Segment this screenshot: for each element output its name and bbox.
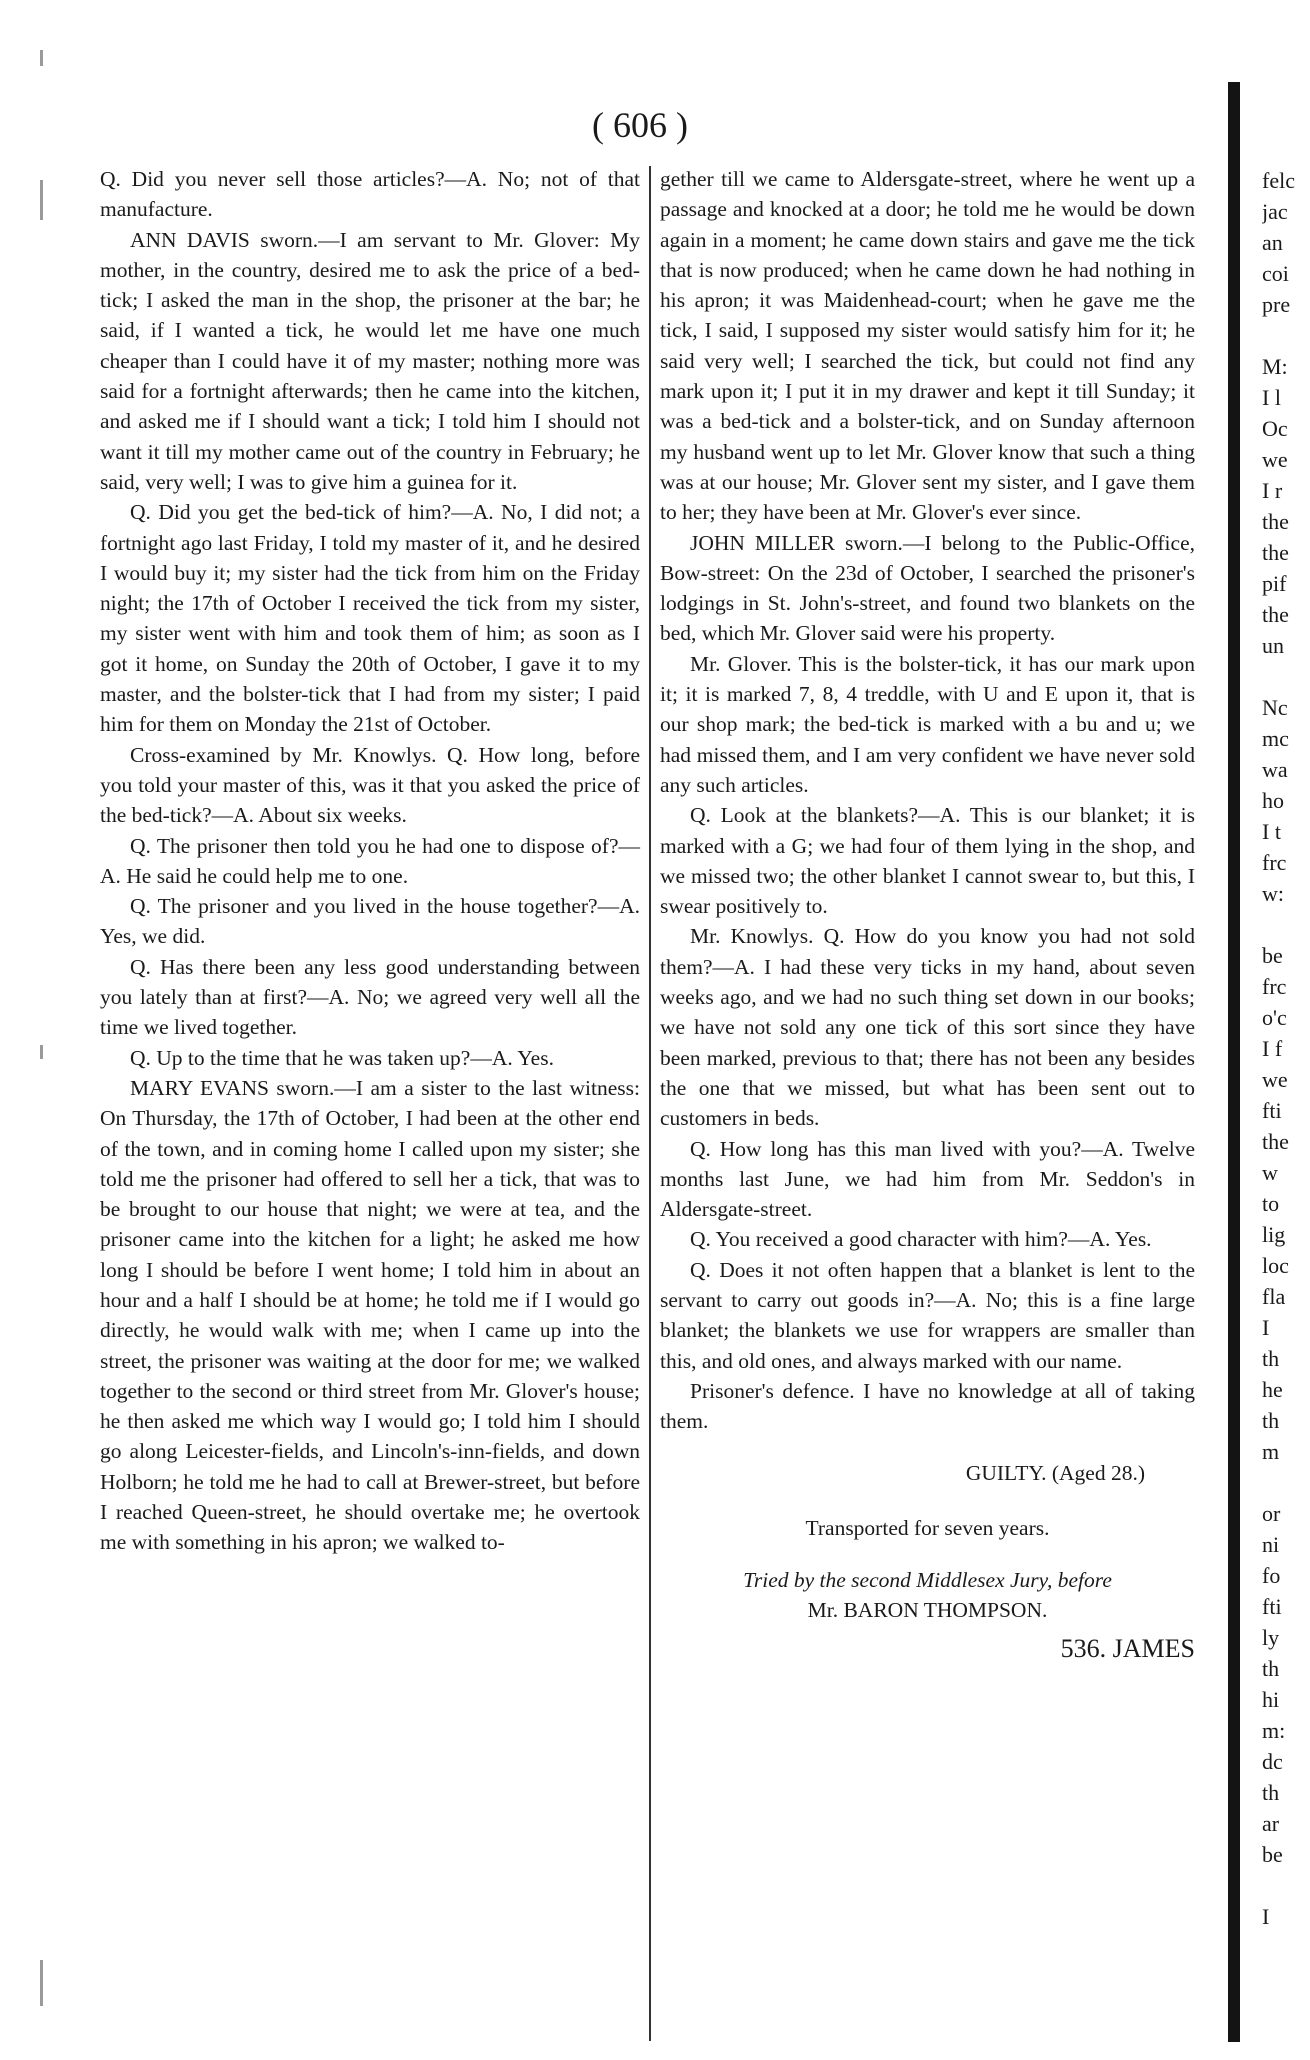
tried-by: Tried by the second Middlesex Jury, before — [743, 1568, 1112, 1593]
binding-shadow — [1228, 82, 1240, 2042]
paragraph: Q. The prisoner and you lived in the house together?—A. Yes, we did. — [100, 894, 640, 949]
verdict: GUILTY. (Aged 28.) — [965, 1461, 1145, 1486]
edge-mark — [40, 180, 43, 220]
catchword: 536. JAMES — [1060, 1633, 1195, 1663]
facing-page-fragment: felc jac an coi pre M: I l Oc we I r the the pif the un Nc mc wa ho I t frc w: be frc o'c I f we fti the w to lig loc fla I th he th m or ni fo fti ly th hi m: dc th ar be I — [1262, 168, 1295, 1929]
edge-mark — [40, 1960, 43, 2006]
paragraph: Cross-examined by Mr. Knowlys. Q. How long, before you told your master of this, was it that you asked the price of the bed-tick?—A. About six weeks. — [100, 742, 640, 828]
edge-mark — [40, 1045, 43, 1059]
paragraph: ANN DAVIS sworn.—I am servant to Mr. Glover: My mother, in the country, desired me to ask the price of a bed-tick; I asked the man in the shop, the prisoner at the bar; he said, if I wanted a tick, he would let me have one much cheaper than I could have it of my master; nothing more was said for a fortnight afterwards; then he came into the kitchen, and asked me if I should want a tick; I told him I should not want it till my mother came out of the country in February; he said, very well; I was to give him a guinea for it. — [100, 227, 640, 494]
paragraph: Q. You received a good character with him?—A. Yes. — [690, 1227, 1152, 1252]
right-column — [660, 164, 1195, 1664]
paragraph: Q. How long has this man lived with you?—A. Twelve months last June, we had him from Mr. Seddon's in Aldersgate-street. — [660, 1136, 1195, 1222]
edge-mark — [40, 50, 43, 66]
left-column — [100, 164, 640, 1558]
paragraph: Q. Did you get the bed-tick of him?—A. No, I did not; a fortnight ago last Friday, I told my master of it, and he desired I would buy it; my sister had the tick from him on the Friday night; the 17th of October I received the tick from my sister, my sister went with him and took them of him; as soon as I got it home, on Sunday the 20th of October, I gave it to my master, and the bolster-tick that I had from my sister; I paid him for them on Monday the 21st of October. — [100, 500, 640, 737]
paragraph: Q. Did you never sell those articles?—A. No; not of that manufacture. — [100, 167, 640, 222]
paragraph: Q. Has there been any less good understanding between you lately than at first?—A. No; we agreed very well all the time we lived together. — [100, 954, 640, 1040]
paragraph: Prisoner's defence. I have no knowledge at all of taking them. — [660, 1378, 1195, 1434]
page-number: ( 606 ) — [592, 105, 688, 145]
paragraph: Q. Does it not often happen that a blanket is lent to the servant to carry out goods in?—A. No; this is a fine large blanket; the blankets we use for wrappers are smaller than this, and old ones, and always marked with our name. — [660, 1257, 1195, 1373]
paragraph: Q. Up to the time that he was taken up?—A. Yes. — [130, 1045, 554, 1070]
paragraph: Mr. Knowlys. Q. How do you know you had not sold them?—A. I had these very ticks in my hand, about seven weeks ago, and we had no such thing set down in our books; we have not sold any one tick of this sort since they have been marked, previous to that; there has not been any besides the one that we missed, but what has been sent out to customers in beds. — [660, 924, 1195, 1131]
judge: Mr. BARON THOMPSON. — [807, 1598, 1048, 1623]
paragraph: gether till we came to Aldersgate-street, where he went up a passage and knocked at a door; he told me he would be down again in a moment; he came down stairs and gave me the tick that is now produced; when he came down he had nothing in his apron; it was Maidenhead-court; when he gave me the tick, I said, I supposed my sister would satisfy him for it; he said very well; I searched the tick, but could not find any mark upon it; I put it in my drawer and kept it till Sunday; it was a bed-tick and a bolster-tick, and on Sunday afternoon my husband went up to let Mr. Glover know that such a thing was at our house; Mr. Glover sent my sister, and I gave them to her; they have been at Mr. Glover's ever since. — [660, 167, 1195, 525]
paragraph: JOHN MILLER sworn.—I belong to the Public-Office, Bow-street: On the 23d of October, I searched the prisoner's lodgings in St. John's-street, and found two blankets on the bed, which Mr. Glover said were his property. — [660, 530, 1195, 646]
paragraph: MARY EVANS sworn.—I am a sister to the last witness: On Thursday, the 17th of October, I had been at the other end of the town, and in coming home I called upon my sister; she told me the prisoner had offered to sell her a tick, that was to be brought to our house that night; we were at tea, and the prisoner came into the kitchen for a light; he asked me how long I should be before I went home; I told him in about an hour and a half I should be at home; he told me if I would go directly, he would walk with me; when I came up into the street, the prisoner was waiting at the door for me; we walked together to the second or third street from Mr. Glover's house; he then asked me which way I would go; I told him I should go along Leicester-fields, and Lincoln's-inn-fields, and down Holborn; he told me he had to call at Brewer-street, but before I reached Queen-street, he should overtake me; he overtook me with something in his apron; we walked to- — [100, 1075, 640, 1555]
column-divider — [649, 166, 651, 2041]
paragraph: Q. Look at the blankets?—A. This is our blanket; it is marked with a G; we had four of them lying in the shop, and we missed two; the other blanket I cannot swear to, but this, I swear positively to. — [660, 803, 1195, 919]
paragraph: Mr. Glover. This is the bolster-tick, it has our mark upon it; it is marked 7, 8, 4 treddle, with U and E upon it, that is our shop mark; the bed-tick is marked with a bu and u; we had missed them, and I am very confident we have never sold any such articles. — [660, 651, 1195, 797]
paragraph: Q. The prisoner then told you he had one to dispose of?—A. He said he could help me to one. — [100, 833, 640, 888]
sentence: Transported for seven years. — [805, 1515, 1050, 1540]
